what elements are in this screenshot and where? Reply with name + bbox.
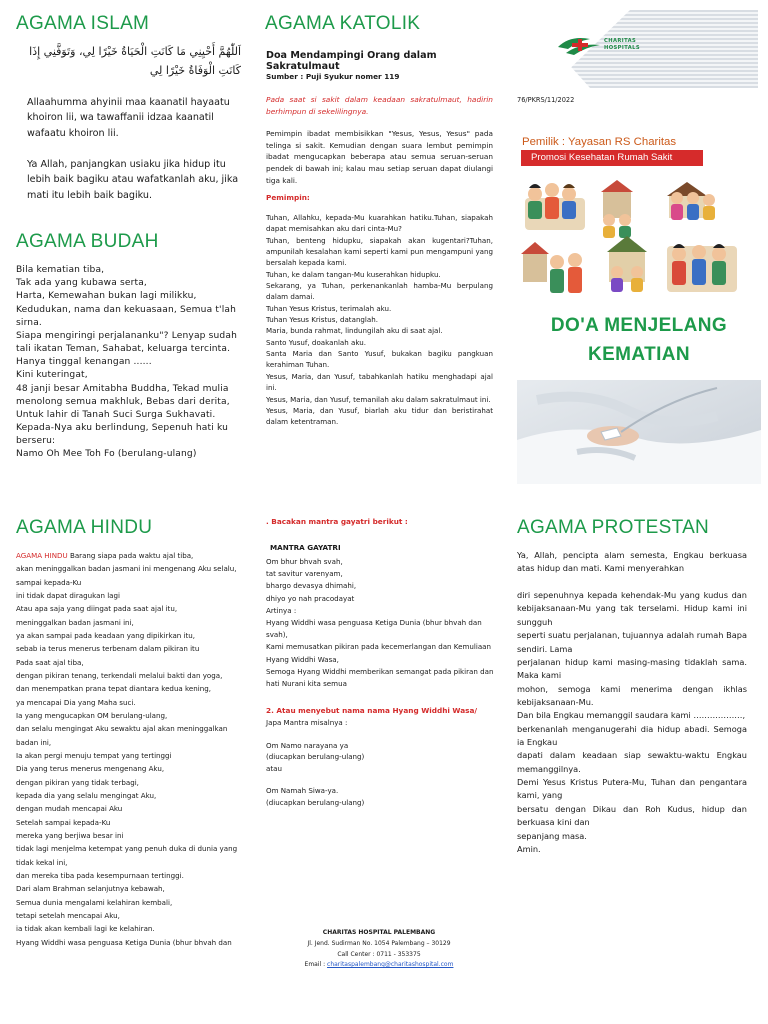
hindu-heading: AGAMA HINDU [16,517,153,538]
protestan-prayer-text: Ya, Allah, pencipta alam semesta, Engkau berkuasa atas hidup dan mati. Kami menyerahkan diri sepenuhnya kepada kehendak-Mu yang kudus dan kebijaksanaan-Mu yang tak terselami. Hidup kami ini sungguh seperti suatu perjalanan, tujuannya adalah rumah Bapa sendiri. Lama perjalanan hidup kami masing-masing tidaklah sama. Maka kami mohon, semoga kami menerima dengan ikhlas kebijaksanaan-Mu. Dan bila Engkau memanggil saudara kami ………………, berkenanlah menganugerahi dia hidup abadi. Semoga ia Engkau dapati dalam keadaan siap sewaktu-waktu Engkau memanggilnya. Demi Yesus Kristus Putera-Mu, Tuhan dan pengantara kami, yang bersatu dengan Dikau dan Roh Kudus, hidup dan berkuasa kini dan sepanjang masa. Amin. [517,550,747,854]
hindu-prayer-block [16,549,248,949]
japa-mantra-text: Om Namo narayana ya (diucapkan berulang-ulang) atau Om Namah Siwa-ya. (diucapkan berulang-ulang) [266,741,365,807]
footer-hospital-name: CHARITAS HOSPITAL PALEMBANG [322,929,436,936]
protestan-heading: AGAMA PROTESTAN [517,517,710,538]
katolik-prayer-text: Tuhan, Allahku, kepada-Mu kuarahkan hatiku.Tuhan, siapakah dapat memisahkan aku dari cinta-Mu? Tuhan, benteng hidupku, siapakah akan kugentari?Tuhan, ampunilah kesalahan kami seperti kami pun mengampuni yang bersalah kepada kami. Tuhan, ke dalam tangan-Mu kuserahkan hidupku. Sekarang, ya Tuhan, perkenankanlah hamba-Mu berpulang dalam damai. Tuhan Yesus Kristus, terimalah aku. Tuhan Yesus Kristus, datanglah. Maria, bunda rahmat, lindungilah aku di saat ajal. Santo Yusuf, doakanlah aku. Santa Maria dan Santo Yusuf, bukakan bagiku pangkuan kerahiman Tuhan. Yesus, Maria, dan Yusuf, tabahkanlah hatiku menghadapi ajal ini. Yesus, Maria, dan Yusuf, temanilah aku dalam sakratulmaut ini. Yesus, Maria, dan Yusuf, biarlah aku tidur dan beristirahat dalam ketentraman. [266,213,493,427]
doc-number: 76/PKRS/11/2022 [517,96,575,104]
katolik-title: Doa Mendampingi Orang dalam Sakratulmaut [266,50,437,72]
unit-label: Promosi Kesehatan Rumah Sakit [531,152,673,163]
katolik-source: Sumber : Puji Syukur nomer 119 [266,72,400,81]
cover-title-line2: KEMATIAN [587,343,691,365]
hindu-prayer-text: Barang siapa pada waktu ajal tiba, akan meninggalkan badan jasmani ini mengenang Aku selalu, sampai kepada-Ku ini tidak dapat diragukan lagi Atau apa saja yang diingat pada saat ajal itu, meninggalkan badan jasmani ini, ya akan sampai pada keadaan yang dipikirkan itu, sebab ia terus menerus terbenam dalam pikiran itu Pada saat ajal tiba, dengan pikiran tenang, terkendali melalui bakti dan yoga, dan menempatkan prana tepat diantara kedua kening, ya mencapai Dia yang Maha suci. Ia yang mengucapkan OM berulang-ulang, dan selalu mengingat Aku sewaktu ajal akan meninggalkan badan ini, Ia akan pergi menuju tempat yang tertinggi Dia yang terus menerus mengenang Aku, dengan pikiran yang tidak terbagi, kepada dia yang selalu mengingat Aku, dengan mudah mencapai Aku Setelah sampai kepada-Ku mereka yang berjiwa besar ini tidak lagi menjelma ketempat yang penuh duka di dunia yang tidak kekal ini, dan mereka tiba pada kesempurnaan tertinggi. Dari alam Brahman selanjutnya kebawah, Semua dunia mengalami kelahiran kembali, tetapi setelah mencapai Aku, ia tidak akan kembali lagi ke kelahiran. Hyang Widdhi wasa penguasa Ketiga Dunia (bhur bhvah dan [16,551,238,947]
mantra-point-2: 2. Atau menyebut nama nama Hyang Widdhi Wasa/ [266,706,478,715]
charitas-logo-icon [556,33,604,57]
hospital-footer [250,928,508,971]
hospital-bed-photo [517,380,761,484]
owner-text: Pemilik : Yayasan RS Charitas [522,136,677,148]
illustration-group-2 [601,180,633,238]
praying-people-illustration [517,176,761,306]
footer-address: Jl. Jend. Sudirman No. 1054 Palembang – 30129 [307,939,451,947]
mantra-intro: . Bacakan mantra gayatri berikut : [266,517,408,526]
illustration-group-3 [667,182,715,220]
mantra-point-2-sub: Japa Mantra misalnya : [266,718,348,727]
katolik-instruction: Pada saat si sakit dalam keadaan sakratulmaut, hadirin berhimpun di sekelilingnya. [266,95,493,116]
islam-arabic-text: اَللّٰهُمَّ أَحْيِنِي مَا كَانَتِ الْحَيَاةُ خَيْرًا لِي، وَتَوَفَّنِي إِذَا كَانَتِ الْوَفَاةُ خَيْرًا لِي [29,45,241,78]
unit-banner [521,150,703,166]
charitas-logo-text: CHARITAS HOSPITALS [604,38,641,51]
islam-meaning-text: Ya Allah, panjangkan usiaku jika hidup itu lebih baik bagiku atau wafatkanlah aku, jika mati itu lebih baik bagiku. [27,159,239,201]
hindu-inline-label: AGAMA HINDU [16,551,68,560]
footer-email-line [250,960,508,971]
islam-latin-text: Allaahumma ahyinii maa kaanatil hayaatu khoiron lii, wa tawaffanii idzaa kaanatil wafaatu khoiron lii. [27,97,230,139]
katolik-heading: AGAMA KATOLIK [265,13,421,34]
katolik-intro: Pemimpin ibadat membisikkan "Yesus, Yesus, Yesus" pada telinga si sakit. Kemudian dengan suara lembut pemimpin ibadat mengucapkan beberapa atau semua seruan-seruan pendek di bawah ini; kalau mau setiap seruan dapat diulangi tiga kali. [266,129,493,185]
footer-call-center: Call Center : 0711 - 353375 [337,950,421,958]
footer-email-link[interactable]: charitaspalembang@charitashospital.com [327,961,454,969]
illustration-group-4 [521,242,582,293]
cover-title [517,312,761,369]
katolik-leader-label: Pemimpin: [266,193,310,202]
illustration-group-6 [667,244,737,292]
footer-email-label: Email : [304,961,326,969]
illustration-group-1 [525,183,585,230]
budha-heading: AGAMA BUDAH [16,231,159,252]
illustration-group-5 [607,236,647,292]
cover-title-line1: DO'A MENJELANG [550,315,728,336]
mantra-gayatri-text: Om bhur bhvah svah, tat savitur varenyam, bhargo devasya dhimahi, dhiyo yo nah pracodayat Artinya : Hyang Widdhi wasa penguasa Ketiga Dunia (bhur bhvah dan svah), Kami memusatkan pikiran pada kecemerlangan dan Kemuliaan Hyang Widdhi Wasa, Semoga Hyang Widdhi memberikan semangat pada pikiran dan hati Nurani kita semua [266,557,494,688]
mantra-title: MANTRA GAYATRI [270,543,341,552]
budha-prayer-text: Bila kematian tiba, Tak ada yang kubawa serta, Harta, Kemewahan bukan lagi milikku, Kedudukan, nama dan kekuasaan, Semua t'lah sirna. Siapa mengiringi perjalananku"? Lenyap sudah tali ikatan Teman, Sahabat, keluarga tercinta. Hanya tinggal kenangan ...... Kini kuteringat, 48 janji besar Amitabha Buddha, Tekad mulia menolong semua makhluk, Bebas dari derita, Untuk lahir di Tanah Suci Surga Sukhavati. Kepada-Nya aku berlindung, Sepenuh hati ku berseru: Namo Oh Mee Toh Fo (berulang-ulang) [16,265,237,460]
islam-heading: AGAMA ISLAM [16,13,150,34]
